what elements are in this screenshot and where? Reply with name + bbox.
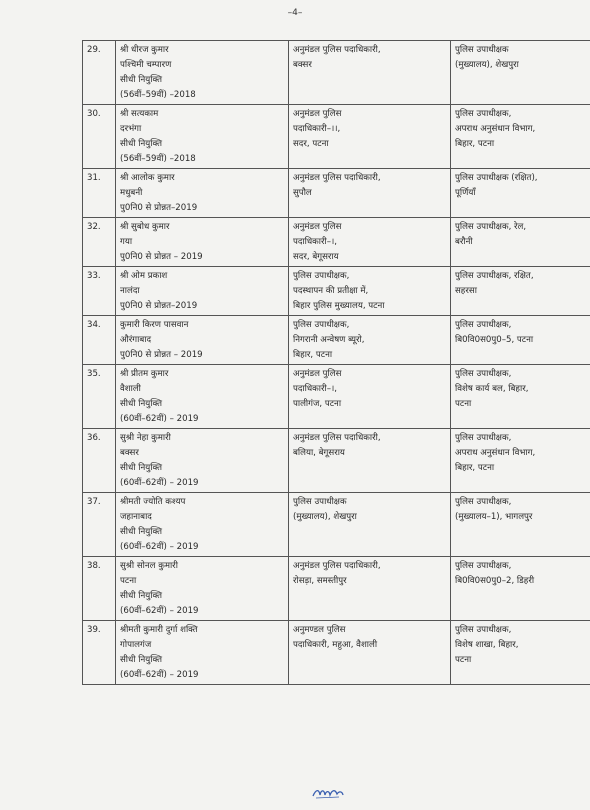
current-posting-cell-line: पदाधिकारी, महुआ, वैशाली (293, 640, 378, 650)
new-posting-cell-line: पुलिस उपाधीक्षक, रक्षित, (455, 271, 534, 281)
current-posting-cell-line: अनुमंडल पुलिस पदाधिकारी, (293, 433, 381, 443)
officer-name-cell-line: वैशाली (120, 384, 141, 394)
current-posting-cell-line: सदर, बेगूसराय (293, 252, 339, 262)
officer-name-cell-line: श्रीमती कुमारी दुर्गा शक्ति (120, 625, 198, 635)
officer-name-cell-line: सीधी नियुक्ति (120, 655, 162, 665)
new-posting-cell-line: अपराध अनुसंधान विभाग, (455, 448, 536, 458)
table-row (83, 218, 590, 267)
new-posting-cell-line: (मुख्यालय), शेखपुरा (455, 60, 519, 70)
officer-name-cell-line: पु0नि0 से प्रोन्नत – 2019 (120, 252, 203, 262)
current-posting-cell (289, 105, 451, 169)
new-posting-cell (451, 218, 590, 267)
table-row (83, 493, 590, 557)
current-posting-cell (289, 365, 451, 429)
officer-name-cell-line: (56वीं–59वीं) –2018 (120, 154, 196, 164)
current-posting-cell-line: सदर, पटना (293, 139, 329, 149)
current-posting-cell (289, 267, 451, 316)
new-posting-cell-line: पुलिस उपाधीक्षक (455, 45, 509, 55)
officer-name-cell-line: सीधी नियुक्ति (120, 463, 162, 473)
officer-name-cell-line: श्री ओम प्रकाश (120, 271, 168, 281)
officer-name-cell (116, 218, 289, 267)
table-row (83, 557, 590, 621)
new-posting-cell-line: पुलिस उपाधीक्षक, (455, 109, 512, 119)
current-posting-cell-line: पदस्थापन की प्रतीक्षा में, (293, 286, 369, 296)
table-row (83, 429, 590, 493)
new-posting-cell-line: अपराध अनुसंधान विभाग, (455, 124, 536, 134)
officer-name-cell (116, 557, 289, 621)
serial-number-cell: 30. (83, 105, 116, 169)
officer-name-cell (116, 169, 289, 218)
serial-number-cell: 29. (83, 41, 116, 105)
officer-name-cell-line: पश्चिमी चम्पारण (120, 60, 172, 70)
current-posting-cell-line: पुलिस उपाधीक्षक (293, 497, 347, 507)
officer-name-cell-line: मधुबनी (120, 188, 143, 198)
officer-name-cell-line: सुश्री सोनल कुमारी (120, 561, 178, 571)
officer-name-cell-line: सीधी नियुक्ति (120, 591, 162, 601)
current-posting-cell-line: अनुमंडल पुलिस पदाधिकारी, (293, 173, 381, 183)
current-posting-cell-line: पदाधिकारी–।।, (293, 124, 341, 134)
current-posting-cell-line: अनुमंडल पुलिस पदाधिकारी, (293, 45, 381, 55)
current-posting-cell-line: अनुमंडल पुलिस (293, 369, 342, 379)
new-posting-cell (451, 41, 590, 105)
current-posting-cell-line: (मुख्यालय), शेखपुरा (293, 512, 357, 522)
officer-name-cell-line: सीधी नियुक्ति (120, 527, 162, 537)
new-posting-cell (451, 105, 590, 169)
new-posting-cell-line: बि0वि0स0पु0–5, पटना (455, 335, 534, 345)
officer-name-cell-line: जहानाबाद (120, 512, 152, 522)
officer-name-cell-line: श्री धीरज कुमार (120, 45, 169, 55)
officer-name-cell-line: (60वीं–62वीं) – 2019 (120, 478, 199, 488)
new-posting-cell-line: पुलिस उपाधीक्षक, (455, 320, 512, 330)
officer-name-cell (116, 316, 289, 365)
new-posting-cell-line: पुलिस उपाधीक्षक, रेल, (455, 222, 527, 232)
current-posting-cell-line: अनुमंडल पुलिस (293, 109, 342, 119)
new-posting-cell-line: पटना (455, 655, 472, 665)
current-posting-cell (289, 621, 451, 685)
table-row (83, 41, 590, 105)
officer-name-cell-line: पु0नि0 से प्रोन्नत–2019 (120, 301, 198, 311)
officer-name-cell-line: सीधी नियुक्ति (120, 75, 162, 85)
officer-name-cell (116, 105, 289, 169)
table-row (83, 105, 590, 169)
current-posting-cell (289, 429, 451, 493)
new-posting-cell-line: पुलिस उपाधीक्षक (रक्षित), (455, 173, 538, 183)
table-row (83, 267, 590, 316)
current-posting-cell-line: सुपौल (293, 188, 312, 198)
current-posting-cell-line: बिहार, पटना (293, 350, 333, 360)
new-posting-cell-line: बिहार, पटना (455, 139, 495, 149)
new-posting-cell-line: सहरसा (455, 286, 477, 296)
transfer-table-body (83, 41, 590, 685)
officer-name-cell-line: औरंगाबाद (120, 335, 152, 345)
new-posting-cell-line: पूर्णियाँ (455, 188, 476, 198)
officer-name-cell (116, 429, 289, 493)
serial-number-cell: 33. (83, 267, 116, 316)
current-posting-cell-line: अनुमण्डल पुलिस (293, 625, 346, 635)
new-posting-cell-line: पुलिस उपाधीक्षक, (455, 625, 512, 635)
serial-number-cell: 35. (83, 365, 116, 429)
officer-name-cell-line: पु0नि0 से प्रोन्नत–2019 (120, 203, 198, 213)
officer-name-cell-line: (60वीं–62वीं) – 2019 (120, 606, 199, 616)
current-posting-cell-line: पदाधिकारी–।, (293, 384, 338, 394)
current-posting-cell-line: पुलिस उपाधीक्षक, (293, 320, 350, 330)
new-posting-cell (451, 365, 590, 429)
officer-name-cell (116, 267, 289, 316)
new-posting-cell-line: बि0वि0स0पु0–2, डिहरी (455, 576, 535, 586)
new-posting-cell-line: बरौनी (455, 237, 473, 247)
new-posting-cell (451, 557, 590, 621)
current-posting-cell (289, 493, 451, 557)
officer-name-cell (116, 621, 289, 685)
officer-name-cell (116, 365, 289, 429)
new-posting-cell (451, 169, 590, 218)
officer-name-cell-line: सुश्री नेहा कुमारी (120, 433, 171, 443)
current-posting-cell (289, 41, 451, 105)
table-row (83, 365, 590, 429)
current-posting-cell-line: पालीगंज, पटना (293, 399, 342, 409)
signature-initials (311, 786, 345, 800)
officer-name-cell-line: सीधी नियुक्ति (120, 139, 162, 149)
officer-name-cell-line: (56वीं–59वीं) –2018 (120, 90, 196, 100)
current-posting-cell-line: बलिया, बेगूसराय (293, 448, 345, 458)
officer-name-cell-line: गया (120, 237, 133, 247)
serial-number-cell: 38. (83, 557, 116, 621)
officer-name-cell-line: नालंदा (120, 286, 140, 296)
current-posting-cell-line: निगरानी अन्वेषण ब्यूरो, (293, 335, 365, 345)
officer-name-cell-line: सीधी नियुक्ति (120, 399, 162, 409)
officer-name-cell (116, 493, 289, 557)
new-posting-cell-line: पुलिस उपाधीक्षक, (455, 433, 512, 443)
officer-name-cell-line: दरभंगा (120, 124, 142, 134)
serial-number-cell: 32. (83, 218, 116, 267)
serial-number-cell: 36. (83, 429, 116, 493)
table-row (83, 316, 590, 365)
current-posting-cell (289, 169, 451, 218)
officer-name-cell-line: बक्सर (120, 448, 139, 458)
officer-name-cell-line: श्री आलोक कुमार (120, 173, 175, 183)
new-posting-cell-line: (मुख्यालय–1), भागलपुर (455, 512, 533, 522)
new-posting-cell-line: बिहार, पटना (455, 463, 495, 473)
officer-name-cell-line: पटना (120, 576, 137, 586)
current-posting-cell (289, 316, 451, 365)
new-posting-cell-line: पुलिस उपाधीक्षक, (455, 561, 512, 571)
new-posting-cell (451, 493, 590, 557)
current-posting-cell-line: पुलिस उपाधीक्षक, (293, 271, 350, 281)
officer-name-cell (116, 41, 289, 105)
new-posting-cell-line: पुलिस उपाधीक्षक, (455, 369, 512, 379)
new-posting-cell (451, 621, 590, 685)
table-row (83, 169, 590, 218)
new-posting-cell (451, 316, 590, 365)
current-posting-cell-line: रोसड़ा, समस्तीपुर (293, 576, 347, 586)
new-posting-cell (451, 429, 590, 493)
officer-name-cell-line: पु0नि0 से प्रोन्नत – 2019 (120, 350, 203, 360)
new-posting-cell-line: पुलिस उपाधीक्षक, (455, 497, 512, 507)
transfer-table (82, 40, 590, 685)
current-posting-cell-line: बिहार पुलिस मुख्यालय, पटना (293, 301, 385, 311)
new-posting-cell (451, 267, 590, 316)
current-posting-cell (289, 218, 451, 267)
officer-name-cell-line: कुमारी किरण पासवान (120, 320, 189, 330)
serial-number-cell: 37. (83, 493, 116, 557)
table-row (83, 621, 590, 685)
officer-name-cell-line: (60वीं–62वीं) – 2019 (120, 542, 199, 552)
officer-name-cell-line: श्री प्रीतम कुमार (120, 369, 169, 379)
page-number: –4– (287, 8, 303, 18)
officer-name-cell-line: श्री सत्यकाम (120, 109, 159, 119)
officer-name-cell-line: गोपालगंज (120, 640, 152, 650)
officer-name-cell-line: (60वीं–62वीं) – 2019 (120, 414, 199, 424)
new-posting-cell-line: विशेष शाखा, बिहार, (455, 640, 519, 650)
current-posting-cell (289, 557, 451, 621)
serial-number-cell: 34. (83, 316, 116, 365)
officer-name-cell-line: श्रीमती ज्योति कश्यप (120, 497, 186, 507)
new-posting-cell-line: विशेष कार्य बल, बिहार, (455, 384, 529, 394)
current-posting-cell-line: अनुमंडल पुलिस (293, 222, 342, 232)
current-posting-cell-line: बक्सर (293, 60, 312, 70)
officer-name-cell-line: श्री सुबोध कुमार (120, 222, 170, 232)
new-posting-cell-line: पटना (455, 399, 472, 409)
serial-number-cell: 31. (83, 169, 116, 218)
current-posting-cell-line: अनुमंडल पुलिस पदाधिकारी, (293, 561, 381, 571)
officer-name-cell-line: (60वीं–62वीं) – 2019 (120, 670, 199, 680)
current-posting-cell-line: पदाधिकारी–।, (293, 237, 338, 247)
serial-number-cell: 39. (83, 621, 116, 685)
